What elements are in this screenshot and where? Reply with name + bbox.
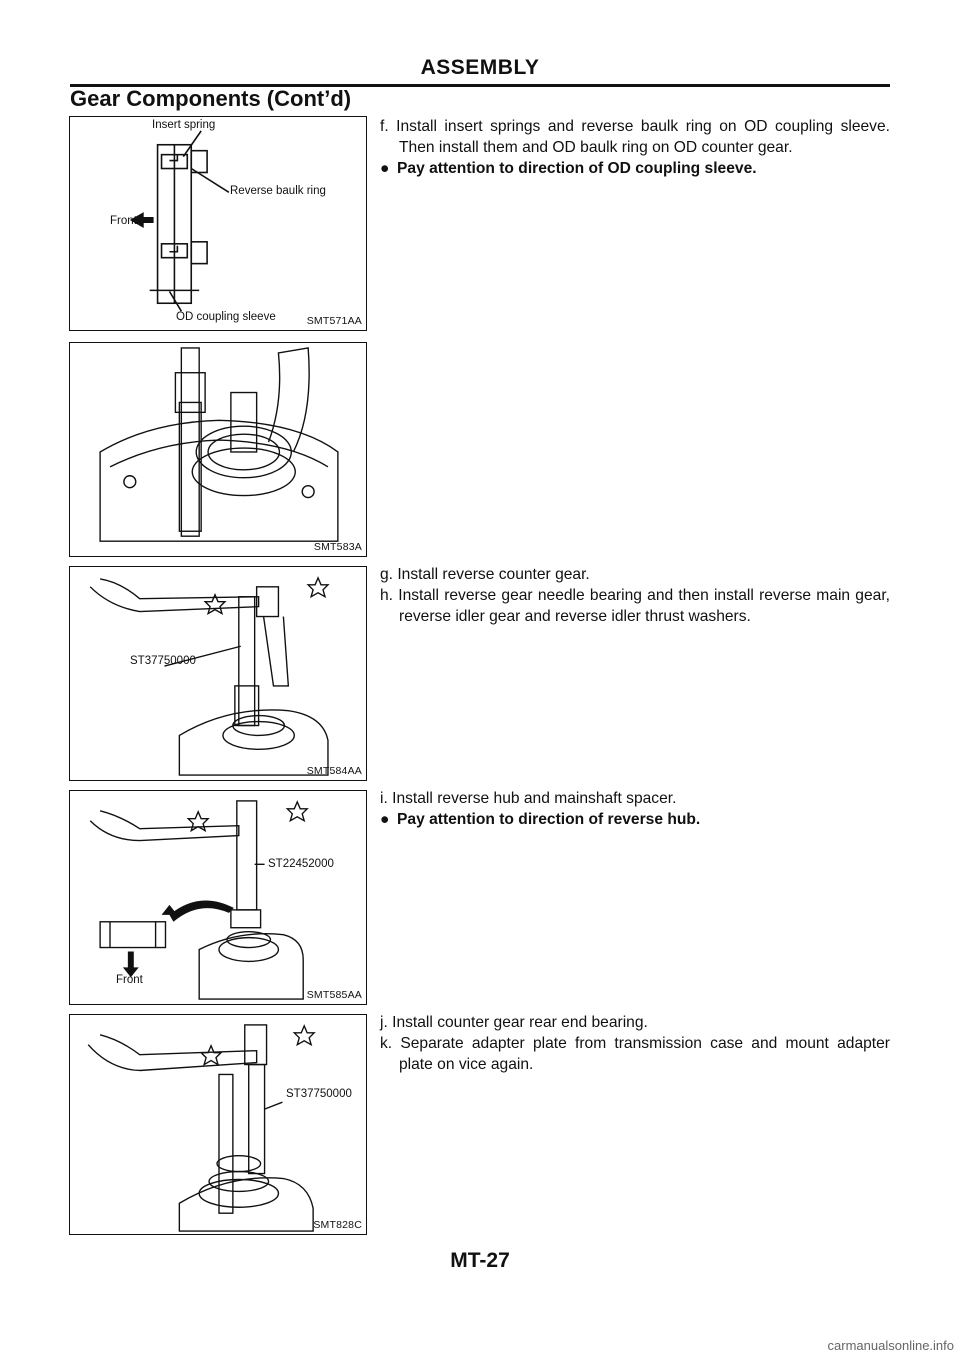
- reverse-gear-install-illustration: [70, 343, 366, 556]
- note-text: Pay attention to direction of reverse hub.: [397, 811, 701, 828]
- label-front: Front: [116, 974, 143, 986]
- label-tool-number: ST22452000: [268, 858, 334, 870]
- figure-smt828c: [69, 1014, 367, 1235]
- bullet-icon: ●: [380, 160, 390, 177]
- figure-smt583a: [69, 342, 367, 557]
- watermark: carmanualsonline.info: [827, 1338, 954, 1353]
- step-k: k. Separate adapter plate from transmission case and mount adapter plate on vice again.: [380, 1035, 890, 1073]
- figure-smt585aa: [69, 790, 367, 1005]
- step-f-note: [380, 158, 890, 179]
- label-tool-number: ST37750000: [130, 655, 196, 667]
- figure-code: SMT571AA: [306, 315, 362, 327]
- step-h: h. Install reverse gear needle bearing and then install reverse main gear, reverse idler gear and reverse idler thrust washers.: [380, 587, 890, 625]
- label-od-coupling-sleeve: OD coupling sleeve: [176, 311, 276, 323]
- bullet-icon: ●: [380, 811, 390, 828]
- section-subtitle: Gear Components (Cont’d): [70, 86, 352, 111]
- figure-code: SMT584AA: [306, 765, 362, 777]
- label-tool-number: ST37750000: [286, 1088, 352, 1100]
- steps-block-f: [380, 116, 890, 179]
- figure-smt584aa: [69, 566, 367, 781]
- label-insert-spring: Insert spring: [152, 119, 216, 131]
- figure-code: SMT583A: [313, 541, 362, 553]
- steps-block-jk: [380, 1012, 890, 1075]
- label-front: Front: [110, 215, 137, 227]
- step-g: g. Install reverse counter gear.: [380, 566, 590, 583]
- step-i: i. Install reverse hub and mainshaft spacer.: [380, 790, 677, 807]
- steps-block-gh: [380, 564, 890, 627]
- hammer-tool-illustration: [70, 567, 366, 780]
- note-text: Pay attention to direction of OD coupling sleeve.: [397, 160, 757, 177]
- steps-block-i: [380, 788, 890, 830]
- figure-code: SMT828C: [313, 1219, 362, 1231]
- section-title: ASSEMBLY: [420, 56, 540, 79]
- step-f: f. Install insert springs and reverse baulk ring on OD coupling sleeve. Then install them and OD baulk ring on OD counter gear.: [380, 118, 890, 156]
- step-j: j. Install counter gear rear end bearing.: [380, 1014, 648, 1031]
- bearing-install-illustration: [70, 1015, 366, 1234]
- label-reverse-baulk-ring: Reverse baulk ring: [230, 185, 326, 197]
- figure-code: SMT585AA: [306, 989, 362, 1001]
- step-i-note: [380, 809, 890, 830]
- page-number: MT-27: [450, 1249, 510, 1272]
- reverse-hub-illustration: [70, 791, 366, 1004]
- figure-smt571aa: [69, 116, 367, 331]
